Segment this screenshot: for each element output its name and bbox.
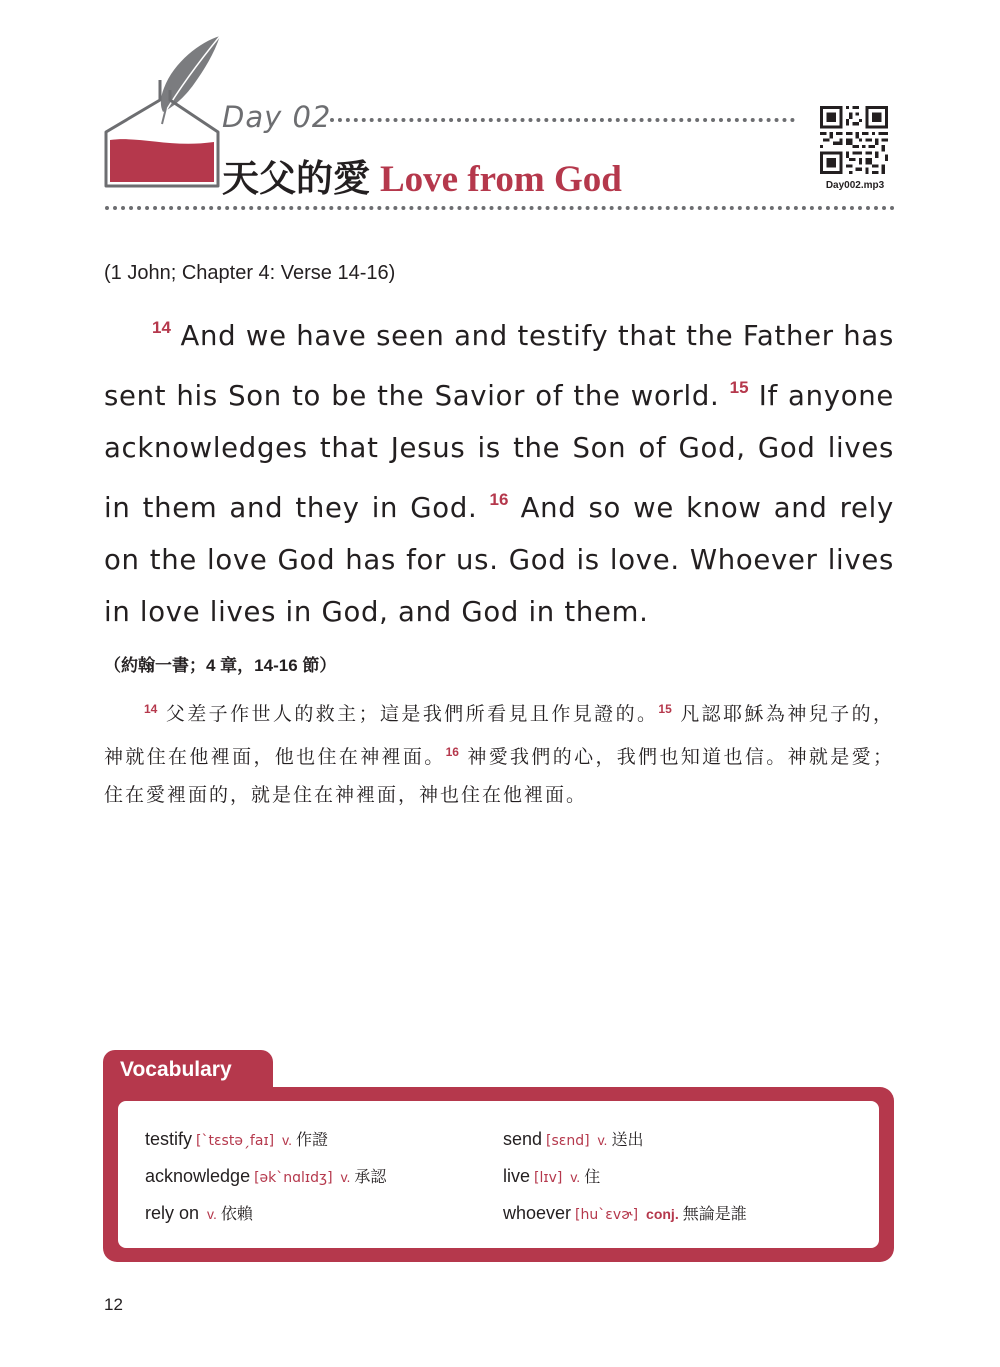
page-number: 12 (104, 1295, 123, 1314)
verse-number: 14 (152, 318, 171, 337)
verse-number: 16 (489, 490, 509, 509)
title-chinese: 天父的愛 (222, 159, 370, 200)
header-divider (105, 206, 895, 210)
vocab-word: send (503, 1129, 543, 1149)
vocab-definition: 送出 (611, 1130, 644, 1149)
vocab-word: testify (145, 1129, 193, 1149)
verse-text: And we have seen and testify that the Father has sent his Son to be the Savior of the world. (104, 320, 894, 412)
vocab-definition: 住 (584, 1167, 601, 1186)
vocab-entry (503, 1164, 747, 1201)
verse-number: 16 (445, 745, 459, 759)
vocab-part-of-speech: v. (570, 1169, 581, 1185)
vocab-definition: 作證 (295, 1130, 328, 1149)
verse-text: And so we know and rely on the love God has for us. God is love. Whoever lives in love lives in God, and God in them. (104, 492, 894, 628)
vocab-pronunciation: [lɪv] (534, 1170, 563, 1186)
vocab-word: live (503, 1166, 531, 1186)
vocabulary-tab (103, 1050, 273, 1095)
vocabulary-column-left (145, 1127, 386, 1238)
vocab-part-of-speech: v. (207, 1206, 217, 1222)
quill-inkpot-icon (100, 32, 225, 192)
verse-number: 14 (144, 702, 158, 716)
passage-english (104, 302, 894, 638)
verse-text: 父差子作世人的救主；這是我們所看見且作見證的。 (165, 703, 659, 725)
vocab-entry (145, 1201, 386, 1238)
vocab-part-of-speech: conj. (646, 1206, 679, 1222)
dotted-divider (330, 118, 795, 122)
audio-file-label: Day002.mp3 (825, 180, 885, 191)
passage-chinese (104, 690, 894, 814)
vocab-word: acknowledge (145, 1166, 251, 1186)
qr-code-icon[interactable] (820, 106, 888, 174)
vocab-part-of-speech: v. (282, 1132, 292, 1148)
vocab-entry (503, 1201, 747, 1238)
page-title (222, 148, 622, 202)
vocab-entry (503, 1127, 747, 1164)
verse-text: If anyone acknowledges that Jesus is the Son of God, God lives in them and they in God. (104, 380, 894, 524)
day-label: Day 02 (222, 100, 332, 134)
vocabulary-list (118, 1101, 879, 1248)
scripture-reference-english: (1 John; Chapter 4: Verse 14-16) (104, 262, 396, 284)
vocab-pronunciation: [əkˋnɑlɪdʒ] (254, 1170, 333, 1186)
title-english: Love from God (380, 159, 622, 200)
vocab-entry (145, 1127, 386, 1164)
vocab-pronunciation: [sɛnd] (546, 1133, 590, 1149)
vocab-pronunciation: [huˋɛvɚ] (575, 1207, 639, 1223)
vocab-definition: 依賴 (220, 1204, 253, 1223)
vocabulary-box (103, 1087, 894, 1262)
verse-number: 15 (658, 702, 672, 716)
verse-text: 凡認耶穌為神兒子的，神就住在他裡面，他也住在神裡面。 (104, 703, 894, 768)
vocabulary-heading: Vocabulary (120, 1058, 232, 1081)
vocab-definition: 承認 (354, 1167, 387, 1186)
vocab-word: whoever (503, 1203, 572, 1223)
vocab-definition: 無論是誰 (682, 1204, 747, 1223)
vocabulary-column-right (503, 1127, 747, 1238)
vocab-word: rely on (145, 1203, 200, 1223)
vocab-part-of-speech: v. (597, 1132, 608, 1148)
vocab-entry (145, 1164, 386, 1201)
verse-text: 神愛我們的心，我們也知道也信。神就是愛；住在愛裡面的，就是住在神裡面，神也住在他裡面。 (104, 746, 894, 806)
verse-number: 15 (729, 378, 749, 397)
scripture-reference-chinese: （約翰一書；4 章，14-16 節） (104, 656, 337, 675)
vocab-part-of-speech: v. (340, 1169, 351, 1185)
vocab-pronunciation: [ˋtɛstəˏfaɪ] (196, 1133, 275, 1149)
